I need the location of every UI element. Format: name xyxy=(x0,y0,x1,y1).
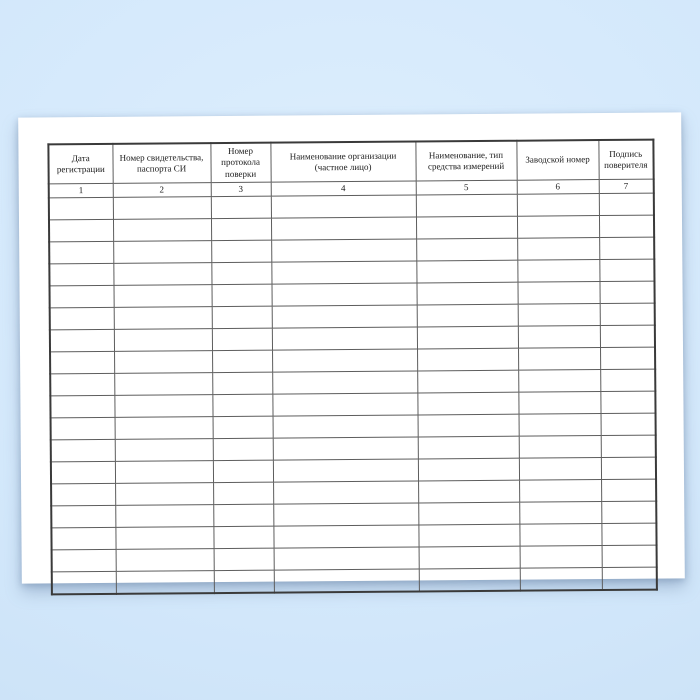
empty-cell xyxy=(272,371,417,394)
empty-cell xyxy=(418,436,519,459)
empty-cell xyxy=(599,281,654,303)
empty-cell xyxy=(519,502,601,525)
empty-cell xyxy=(599,215,654,237)
empty-cell xyxy=(114,329,212,352)
empty-cell xyxy=(416,282,517,305)
empty-cell xyxy=(600,369,655,391)
empty-cell xyxy=(520,546,602,569)
empty-cell xyxy=(115,461,213,484)
empty-cell xyxy=(518,370,600,393)
empty-cell xyxy=(601,523,656,545)
empty-cell xyxy=(517,216,599,239)
empty-cell xyxy=(600,347,655,369)
empty-cell xyxy=(517,282,599,305)
empty-cell xyxy=(274,569,419,593)
empty-cell xyxy=(273,503,418,526)
empty-cell xyxy=(273,415,418,438)
empty-cell xyxy=(113,241,211,264)
empty-cell xyxy=(50,351,114,374)
empty-cell xyxy=(272,349,417,372)
empty-cell xyxy=(113,197,211,220)
empty-cell xyxy=(51,505,115,528)
table-header-row xyxy=(48,140,653,184)
empty-cell xyxy=(272,327,417,350)
empty-cell xyxy=(271,239,416,262)
empty-cell xyxy=(214,548,274,570)
empty-cell xyxy=(417,348,518,371)
empty-cell xyxy=(49,263,113,286)
empty-cell xyxy=(417,304,518,327)
empty-cell xyxy=(519,436,601,459)
column-header-serial-number: Заводской номер xyxy=(516,140,598,180)
empty-cell xyxy=(602,567,657,590)
column-header-protocol-number: Номер протокола поверки xyxy=(210,143,270,183)
empty-cell xyxy=(419,546,520,569)
column-number: 4 xyxy=(271,181,416,196)
empty-cell xyxy=(418,524,519,547)
empty-cell xyxy=(49,219,113,242)
empty-cell xyxy=(519,480,601,503)
empty-cell xyxy=(213,438,273,460)
empty-cell xyxy=(418,480,519,503)
empty-cell xyxy=(213,504,273,526)
empty-cell xyxy=(50,373,114,396)
empty-cell xyxy=(273,481,418,504)
empty-cell xyxy=(517,260,599,283)
empty-cell xyxy=(50,285,114,308)
empty-cell xyxy=(213,526,273,548)
empty-cell xyxy=(271,217,416,240)
empty-cell xyxy=(213,416,273,438)
empty-cell xyxy=(517,238,599,261)
column-header-organization-name: Наименование организации (частное лицо) xyxy=(270,141,415,182)
empty-cell xyxy=(419,568,520,591)
empty-cell xyxy=(115,527,213,550)
empty-cell xyxy=(49,197,113,220)
empty-cell xyxy=(212,394,272,416)
empty-cell xyxy=(518,304,600,327)
empty-cell xyxy=(211,284,271,306)
empty-cell xyxy=(113,263,211,286)
empty-cell xyxy=(518,326,600,349)
empty-cell xyxy=(114,373,212,396)
empty-cell xyxy=(601,457,656,479)
empty-cell xyxy=(50,329,114,352)
empty-cell xyxy=(416,260,517,283)
empty-cell xyxy=(213,460,273,482)
column-number: 6 xyxy=(517,180,599,195)
empty-cell xyxy=(113,219,211,242)
empty-cell xyxy=(212,328,272,350)
empty-cell xyxy=(417,370,518,393)
empty-cell xyxy=(51,461,115,484)
empty-cell xyxy=(50,307,114,330)
empty-cell xyxy=(114,307,212,330)
empty-cell xyxy=(519,414,601,437)
empty-cell xyxy=(212,306,272,328)
empty-cell xyxy=(601,435,656,457)
empty-cell xyxy=(599,237,654,259)
empty-cell xyxy=(211,240,271,262)
empty-cell xyxy=(116,571,214,594)
empty-cell xyxy=(518,392,600,415)
empty-cell xyxy=(518,348,600,371)
empty-cell xyxy=(272,393,417,416)
empty-cell xyxy=(212,372,272,394)
empty-cell xyxy=(271,283,416,306)
empty-cell xyxy=(600,325,655,347)
empty-cell xyxy=(51,527,115,550)
empty-cell xyxy=(416,238,517,261)
empty-cell xyxy=(418,458,519,481)
column-number: 5 xyxy=(416,180,517,195)
empty-cell xyxy=(599,193,654,215)
empty-cell xyxy=(211,218,271,240)
empty-cell xyxy=(273,459,418,482)
empty-cell xyxy=(274,547,419,570)
empty-cell xyxy=(52,549,116,572)
paper-sheet xyxy=(18,112,685,583)
empty-cell xyxy=(51,439,115,462)
empty-cell xyxy=(211,262,271,284)
empty-cell xyxy=(271,195,416,218)
empty-cell xyxy=(213,482,273,504)
empty-cell xyxy=(114,395,212,418)
column-number: 3 xyxy=(211,182,271,196)
empty-cell xyxy=(115,439,213,462)
empty-cell xyxy=(418,414,519,437)
table-head xyxy=(48,140,653,198)
column-header-registration-date: Дата регистрации xyxy=(48,144,112,184)
empty-cell xyxy=(51,483,115,506)
empty-cell xyxy=(115,505,213,528)
empty-cell xyxy=(417,326,518,349)
empty-cell xyxy=(519,458,601,481)
empty-cell xyxy=(601,413,656,435)
empty-cell xyxy=(600,303,655,325)
empty-cell xyxy=(116,549,214,572)
empty-cell xyxy=(273,437,418,460)
column-number: 2 xyxy=(113,183,211,198)
empty-cell xyxy=(272,305,417,328)
empty-cell xyxy=(602,545,657,567)
empty-row xyxy=(52,567,657,594)
empty-cell xyxy=(601,479,656,501)
empty-cell xyxy=(416,216,517,239)
empty-cell xyxy=(520,568,602,591)
empty-cell xyxy=(211,196,271,218)
empty-cell xyxy=(599,259,654,281)
empty-cell xyxy=(273,525,418,548)
empty-cell xyxy=(601,501,656,523)
registration-journal-table xyxy=(47,139,658,596)
empty-cell xyxy=(50,395,114,418)
column-header-certificate-number: Номер свидетельства, паспорта СИ xyxy=(112,143,210,183)
empty-cell xyxy=(271,261,416,284)
empty-cell xyxy=(517,194,599,217)
empty-cell xyxy=(600,391,655,413)
empty-cell xyxy=(214,570,274,593)
empty-cell xyxy=(52,571,116,594)
empty-cell xyxy=(114,285,212,308)
column-header-instrument-type: Наименование, тип средства измерений xyxy=(415,141,516,181)
empty-cell xyxy=(418,502,519,525)
empty-cell xyxy=(115,483,213,506)
empty-cell xyxy=(212,350,272,372)
empty-cell xyxy=(417,392,518,415)
empty-cell xyxy=(115,417,213,440)
empty-cell xyxy=(51,417,115,440)
table-body xyxy=(49,193,657,594)
column-number: 1 xyxy=(49,183,113,198)
empty-cell xyxy=(49,241,113,264)
column-number: 7 xyxy=(599,179,654,193)
empty-cell xyxy=(114,351,212,374)
column-header-verifier-signature: Подпись поверителя xyxy=(598,140,653,180)
empty-cell xyxy=(416,194,517,217)
empty-cell xyxy=(519,524,601,547)
